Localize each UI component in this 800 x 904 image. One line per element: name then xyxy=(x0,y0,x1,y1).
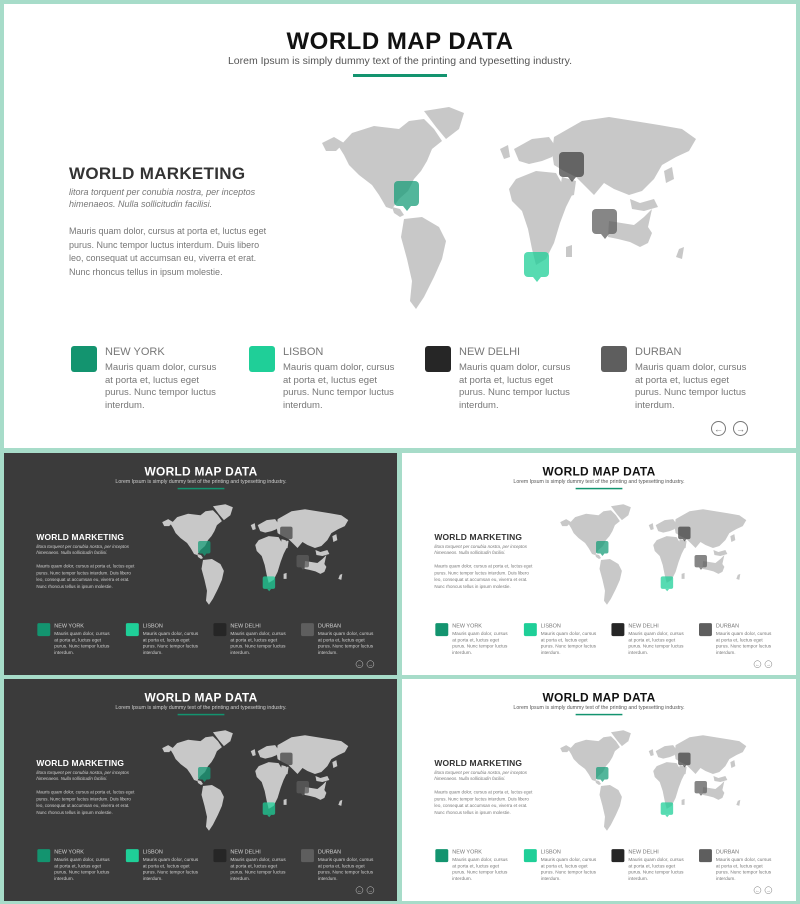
legend-swatch xyxy=(126,623,139,636)
prev-arrow-icon[interactable]: ← xyxy=(755,887,760,893)
legend-swatch xyxy=(699,623,712,636)
section-italic-text: litora torquent per conubia nostra, per inceptos himenaeos. Nulla sollicitudin facilisi. xyxy=(69,187,256,209)
slide-subtitle: Lorem Ipsum is simply dummy text of the printing and typesetting industry. xyxy=(115,478,287,485)
slide-title: WORLD MAP DATA xyxy=(286,28,514,55)
legend-city-text: Mauris quam dolor, cursus at porta et, luctus eget purus. Nunc tempor luctus interdum. xyxy=(635,362,747,411)
legend-swatch xyxy=(611,623,624,636)
marker-pointer xyxy=(699,567,703,569)
slide-title: WORLD MAP DATA xyxy=(542,690,656,705)
legend-city-name: NEW DELHI xyxy=(230,849,261,856)
legend-city-name: NEW YORK xyxy=(452,623,482,630)
world-map xyxy=(153,726,357,845)
legend-swatch xyxy=(699,849,712,862)
marker-pointer xyxy=(267,589,271,591)
map-marker-new-delhi[interactable] xyxy=(280,527,292,539)
legend-city-name: NEW YORK xyxy=(452,849,482,856)
legend-city-name: DURBAN xyxy=(715,623,740,630)
legend-city-text: Mauris quam dolor, cursus at porta et, luctus eget purus. Nunc tempor luctus interdum. xyxy=(540,631,597,656)
world-map xyxy=(153,500,357,619)
legend-city-text: Mauris quam dolor, cursus at porta et, luctus eget purus. Nunc tempor luctus interdum. xyxy=(628,857,684,882)
legend-city-text: Mauris quam dolor, cursus at porta et, luctus eget purus. Nunc tempor luctus interdum. xyxy=(452,857,508,882)
legend-swatch xyxy=(301,623,314,636)
title-underline xyxy=(576,714,623,715)
legend-city-name: NEW DELHI xyxy=(628,849,659,856)
slide-subtitle: Lorem Ipsum is simply dummy text of the printing and typesetting industry. xyxy=(115,704,287,711)
legend-city-text: Mauris quam dolor, cursus at porta et, luctus eget purus. Nunc tempor luctus interdum. xyxy=(540,857,597,882)
legend-swatch xyxy=(524,623,537,636)
map-marker-new-delhi[interactable] xyxy=(678,527,690,539)
legend-swatch xyxy=(213,623,226,636)
legend-city-text: Mauris quam dolor, cursus at porta et, luctus eget purus. Nunc tempor luctus interdum. xyxy=(317,857,374,882)
marker-pointer xyxy=(285,539,289,541)
section-title: WORLD MARKETING xyxy=(69,164,246,183)
marker-pointer xyxy=(601,779,605,781)
section-body-text: Mauris quam dolor, cursus at porta et, luctus eget purus. Nunc tempor luctus interdum. Duis libero leo, consequat ut accumsan eu, viverra et erat. Nunc rhoncus tellus in ipsum molestie. xyxy=(434,789,533,815)
next-arrow-icon[interactable]: → xyxy=(368,887,373,893)
legend-swatch xyxy=(71,346,97,372)
legend-swatch xyxy=(126,849,139,862)
legend-city-text: Mauris quam dolor, cursus at porta et, luctus eget purus. Nunc tempor luctus interdum. xyxy=(715,857,772,882)
world-map xyxy=(304,99,714,339)
legend-city-text: Mauris quam dolor, cursus at porta et, luctus eget purus. Nunc tempor luctus interdum. xyxy=(142,857,199,882)
map-marker-lisbon[interactable] xyxy=(263,802,275,814)
prev-arrow-icon[interactable]: ← xyxy=(357,661,362,667)
legend-city-text: Mauris quam dolor, cursus at porta et, luctus eget purus. Nunc tempor luctus interdum. xyxy=(142,631,199,656)
legend-city-text: Mauris quam dolor, cursus at porta et, luctus eget purus. Nunc tempor luctus interdum. xyxy=(459,362,571,411)
map-marker-lisbon[interactable] xyxy=(263,576,275,588)
legend-city-name: LISBON xyxy=(540,849,561,856)
marker-pointer xyxy=(285,765,289,767)
legend-city-text: Mauris quam dolor, cursus at porta et, luctus eget purus. Nunc tempor luctus interdum. xyxy=(715,631,772,656)
marker-pointer xyxy=(665,815,669,817)
map-marker-durban[interactable] xyxy=(695,555,707,567)
legend-city-name: LISBON xyxy=(540,623,561,630)
map-marker-lisbon[interactable] xyxy=(661,576,673,588)
section-body-text: Mauris quam dolor, cursus at porta et, luctus eget purus. Nunc tempor luctus interdum. Duis libero leo, consequat ut accumsan eu, viverra et erat. Nunc rhoncus tellus in ipsum molestie. xyxy=(69,226,267,277)
section-title: WORLD MARKETING xyxy=(434,758,523,769)
slide-main xyxy=(4,4,796,448)
legend-city-name: NEW YORK xyxy=(105,346,165,358)
marker-pointer xyxy=(533,277,541,282)
slide-thumbnail-light-2[interactable] xyxy=(402,679,796,901)
marker-pointer xyxy=(568,177,576,182)
legend-swatch xyxy=(301,849,314,862)
slide-thumbnail-dark-2[interactable] xyxy=(4,679,397,901)
marker-pointer xyxy=(301,793,305,795)
legend-city-name: DURBAN xyxy=(317,623,342,630)
map-marker-new-delhi[interactable] xyxy=(678,753,690,765)
legend-city-name: DURBAN xyxy=(715,849,740,856)
title-underline xyxy=(178,488,225,489)
map-marker-durban[interactable] xyxy=(297,555,309,567)
section-title: WORLD MARKETING xyxy=(36,532,125,543)
map-marker-durban[interactable] xyxy=(592,209,617,234)
prev-arrow-icon[interactable]: ← xyxy=(357,887,362,893)
section-italic-text: litora torquent per conubia nostra, per inceptos himenaeos. Nulla sollicitudin facilisi. xyxy=(434,770,527,781)
section-body-text: Mauris quam dolor, cursus at porta et, luctus eget purus. Nunc tempor luctus interdum. Duis libero leo, consequat ut accumsan eu, viverra et erat. Nunc rhoncus tellus in ipsum molestie. xyxy=(434,563,533,589)
legend-swatch xyxy=(425,346,451,372)
marker-pointer xyxy=(403,206,411,211)
legend-city-name: NEW DELHI xyxy=(230,623,261,630)
marker-pointer xyxy=(203,553,207,555)
legend-swatch xyxy=(213,849,226,862)
section-title: WORLD MARKETING xyxy=(36,758,125,769)
legend-city-name: NEW DELHI xyxy=(628,623,659,630)
slide-subtitle: Lorem Ipsum is simply dummy text of the printing and typesetting industry. xyxy=(513,478,685,485)
next-arrow-icon[interactable]: → xyxy=(766,661,771,667)
legend-city-text: Mauris quam dolor, cursus at porta et, luctus eget purus. Nunc tempor luctus interdum. xyxy=(628,631,684,656)
legend-swatch xyxy=(435,849,448,862)
marker-pointer xyxy=(601,553,605,555)
marker-pointer xyxy=(301,567,305,569)
map-marker-new-york[interactable] xyxy=(198,541,210,553)
legend-swatch xyxy=(37,849,50,862)
legend-city-name: LISBON xyxy=(142,623,163,630)
map-marker-lisbon[interactable] xyxy=(524,252,549,277)
section-body-text: Mauris quam dolor, cursus at porta et, luctus eget purus. Nunc tempor luctus interdum. Duis libero leo, consequat ut accumsan eu, viverra et erat. Nunc rhoncus tellus in ipsum molestie. xyxy=(36,789,135,815)
marker-pointer xyxy=(665,589,669,591)
legend-city-text: Mauris quam dolor, cursus at porta et, luctus eget purus. Nunc tempor luctus interdum. xyxy=(54,631,110,656)
marker-pointer xyxy=(267,815,271,817)
slide-thumbnail-light-1[interactable] xyxy=(402,453,796,675)
next-arrow-icon[interactable]: → xyxy=(766,887,771,893)
slide-title: WORLD MAP DATA xyxy=(542,464,656,479)
legend-city-name: NEW DELHI xyxy=(459,346,521,358)
legend-city-name: DURBAN xyxy=(635,346,682,358)
marker-pointer xyxy=(601,234,609,239)
map-marker-durban[interactable] xyxy=(297,781,309,793)
map-marker-new-delhi[interactable] xyxy=(559,152,584,177)
map-marker-durban[interactable] xyxy=(695,781,707,793)
legend-swatch xyxy=(249,346,275,372)
slide-title: WORLD MAP DATA xyxy=(144,690,258,705)
legend-swatch xyxy=(611,849,624,862)
legend-city-text: Mauris quam dolor, cursus at porta et, luctus eget purus. Nunc tempor luctus interdum. xyxy=(283,362,395,411)
legend-swatch xyxy=(524,849,537,862)
legend-swatch xyxy=(601,346,627,372)
slide-subtitle: Lorem Ipsum is simply dummy text of the printing and typesetting industry. xyxy=(513,704,685,711)
world-map xyxy=(551,726,755,845)
section-italic-text: litora torquent per conubia nostra, per inceptos himenaeos. Nulla sollicitudin facilisi. xyxy=(434,544,527,555)
title-underline xyxy=(576,488,623,489)
map-marker-lisbon[interactable] xyxy=(661,802,673,814)
prev-arrow-icon[interactable]: ← xyxy=(711,421,726,436)
prev-arrow-icon[interactable]: ← xyxy=(755,661,760,667)
legend-city-name: NEW YORK xyxy=(54,849,84,856)
map-marker-new-york[interactable] xyxy=(596,767,608,779)
legend-city-text: Mauris quam dolor, cursus at porta et, luctus eget purus. Nunc tempor luctus interdum. xyxy=(230,857,286,882)
title-underline xyxy=(178,714,225,715)
slide-title: WORLD MAP DATA xyxy=(144,464,258,479)
legend-city-text: Mauris quam dolor, cursus at porta et, luctus eget purus. Nunc tempor luctus interdum. xyxy=(230,631,286,656)
map-marker-new-york[interactable] xyxy=(394,181,419,206)
legend-city-text: Mauris quam dolor, cursus at porta et, luctus eget purus. Nunc tempor luctus interdum. xyxy=(54,857,110,882)
legend-city-text: Mauris quam dolor, cursus at porta et, luctus eget purus. Nunc tempor luctus interdum. xyxy=(452,631,508,656)
legend-city-name: DURBAN xyxy=(317,849,342,856)
marker-pointer xyxy=(683,539,687,541)
legend-city-text: Mauris quam dolor, cursus at porta et, luctus eget purus. Nunc tempor luctus interdum. xyxy=(317,631,374,656)
map-marker-new-york[interactable] xyxy=(198,767,210,779)
legend-city-text: Mauris quam dolor, cursus at porta et, luctus eget purus. Nunc tempor luctus interdum. xyxy=(105,362,217,411)
section-title: WORLD MARKETING xyxy=(434,532,523,543)
world-map xyxy=(551,500,755,619)
section-italic-text: litora torquent per conubia nostra, per inceptos himenaeos. Nulla sollicitudin facilisi. xyxy=(36,544,129,555)
map-marker-new-york[interactable] xyxy=(596,541,608,553)
section-body-text: Mauris quam dolor, cursus at porta et, luctus eget purus. Nunc tempor luctus interdum. Duis libero leo, consequat ut accumsan eu, viverra et erat. Nunc rhoncus tellus in ipsum molestie. xyxy=(36,563,135,589)
legend-swatch xyxy=(37,623,50,636)
marker-pointer xyxy=(203,779,207,781)
legend-city-name: LISBON xyxy=(142,849,163,856)
marker-pointer xyxy=(699,793,703,795)
next-arrow-icon[interactable]: → xyxy=(368,661,373,667)
legend-city-name: NEW YORK xyxy=(54,623,84,630)
slide-subtitle: Lorem Ipsum is simply dummy text of the printing and typesetting industry. xyxy=(227,55,573,67)
next-arrow-icon[interactable]: → xyxy=(733,421,748,436)
section-italic-text: litora torquent per conubia nostra, per inceptos himenaeos. Nulla sollicitudin facilisi. xyxy=(36,770,129,781)
marker-pointer xyxy=(683,765,687,767)
legend-swatch xyxy=(435,623,448,636)
map-marker-new-delhi[interactable] xyxy=(280,753,292,765)
slide-thumbnail-dark-1[interactable] xyxy=(4,453,397,675)
title-underline xyxy=(353,74,447,77)
legend-city-name: LISBON xyxy=(283,346,324,358)
